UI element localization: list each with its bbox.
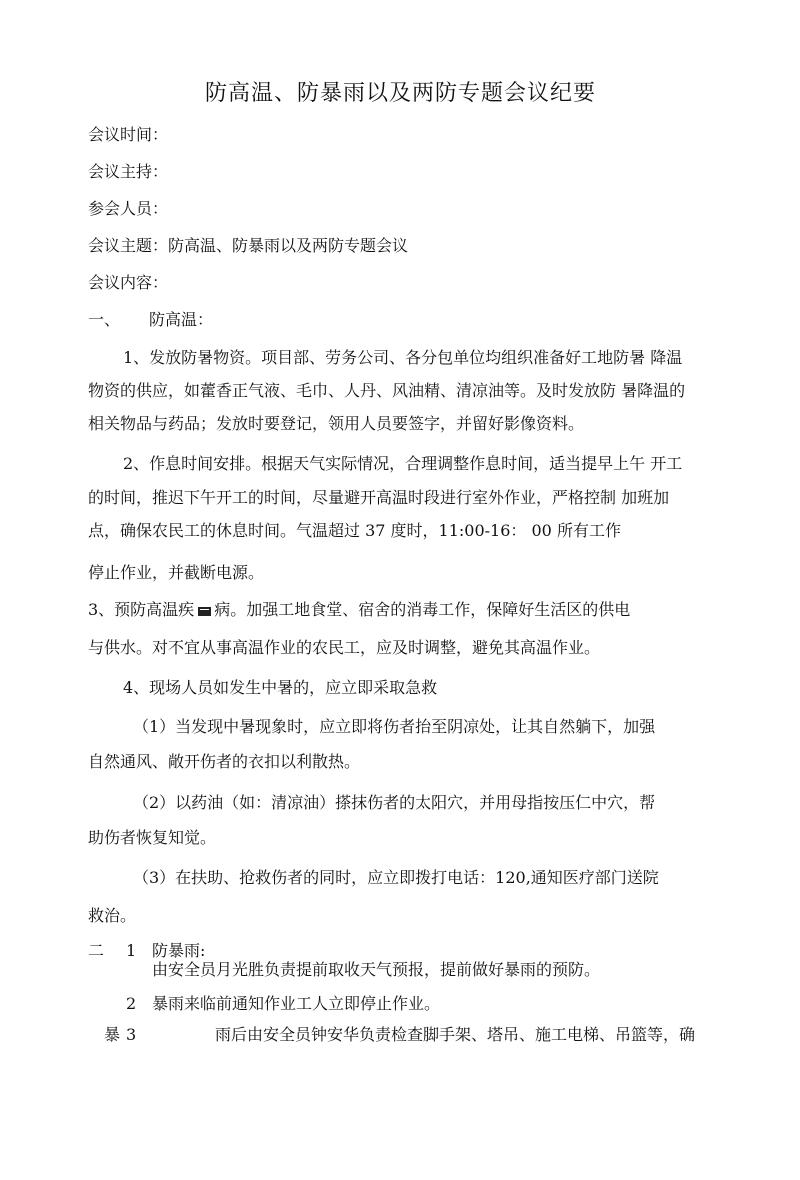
section1-number: 一、: [88, 310, 121, 329]
section2-item3-number: 3: [126, 1025, 137, 1044]
para4: 4、现场人员如发生中暑的，应立即采取急救: [123, 678, 438, 697]
section2-item3-prefix: 暴: [104, 1025, 121, 1044]
section2-item3-text: 雨后由安全员钟安华负责检查脚手架、塔吊、施工电梯、吊篮等，确: [215, 1025, 696, 1044]
para3-text-after: 病。加强工地食堂、宿舍的消毒工作，保障好生活区的供电: [214, 600, 631, 619]
para2-line4: 停止作业，并截断电源。: [88, 563, 265, 582]
sub2-line2: 助伤者恢复知觉。: [88, 828, 217, 847]
sub1-line2: 自然通风、敞开伤者的衣扣以利散热。: [88, 752, 361, 771]
sub2-line1: （2）以药油（如：清凉油）搽抹伤者的太阳穴，并用母指按压仁中穴，帮: [133, 793, 656, 812]
para1-line3: 相关物品与药品；发放时要登记，领用人员要签字，并留好影像资料。: [88, 414, 585, 433]
meeting-time: 会议时间：: [88, 125, 169, 144]
meeting-content-label: 会议内容：: [88, 273, 169, 292]
smudged-glyph-icon: [198, 607, 211, 616]
section2-item2-text: 暴雨来临前通知作业工人立即停止作业。: [152, 994, 441, 1013]
section1-heading: 防高温：: [149, 310, 214, 329]
sub3-line1: （3）在扶助、抢救伤者的同时，应立即拨打电话：120,通知医疗部门送院: [133, 868, 659, 887]
para2-line3: 点，确保农民工的休息时间。气温超过 37 度时，11:00-16： 00 所有工作: [88, 521, 621, 540]
section2-item1-text: 由安全员月光胜负责提前取收天气预报，提前做好暴雨的预防。: [152, 960, 601, 979]
sub3-line2: 救治。: [88, 906, 137, 925]
para3-line2: 与供水。对不宜从事高温作业的农民工，应及时调整，避免其高温作业。: [88, 638, 601, 657]
sub1-line1: （1）当发现中暑现象时，应立即将伤者抬至阴凉处，让其自然躺下，加强: [133, 717, 656, 736]
para1-line2: 物资的供应，如藿香正气液、毛巾、人丹、风油精、清凉油等。及时发放防 暑降温的: [88, 381, 686, 400]
section2-item2-number: 2: [126, 994, 137, 1013]
page-title: 防高温、防暴雨以及两防专题会议纪要: [205, 81, 597, 106]
para1-line1: 1、发放防暑物资。项目部、劳务公司、各分包单位均组织准备好工地防暑 降温: [123, 348, 683, 367]
para3-text-before: 3、预防高温疾: [88, 600, 195, 619]
para3-line1: [88, 600, 630, 620]
meeting-topic: 会议主题：防高温、防暴雨以及两防专题会议: [88, 236, 409, 255]
meeting-host: 会议主持：: [88, 162, 169, 181]
section2-number: 二: [88, 941, 105, 960]
para2-line1: 2、作息时间安排。根据天气实际情况，合理调整作息时间，适当提早上午 开工: [123, 454, 683, 473]
section2-item1-heading: 防暴雨:: [152, 941, 206, 960]
para2-line2: 的时间，推迟下午开工的时间，尽量避开高温时段进行室外作业，严格控制 加班加: [88, 488, 670, 507]
section2-item1-number: 1: [126, 941, 137, 960]
meeting-attendees: 参会人员：: [88, 199, 169, 218]
